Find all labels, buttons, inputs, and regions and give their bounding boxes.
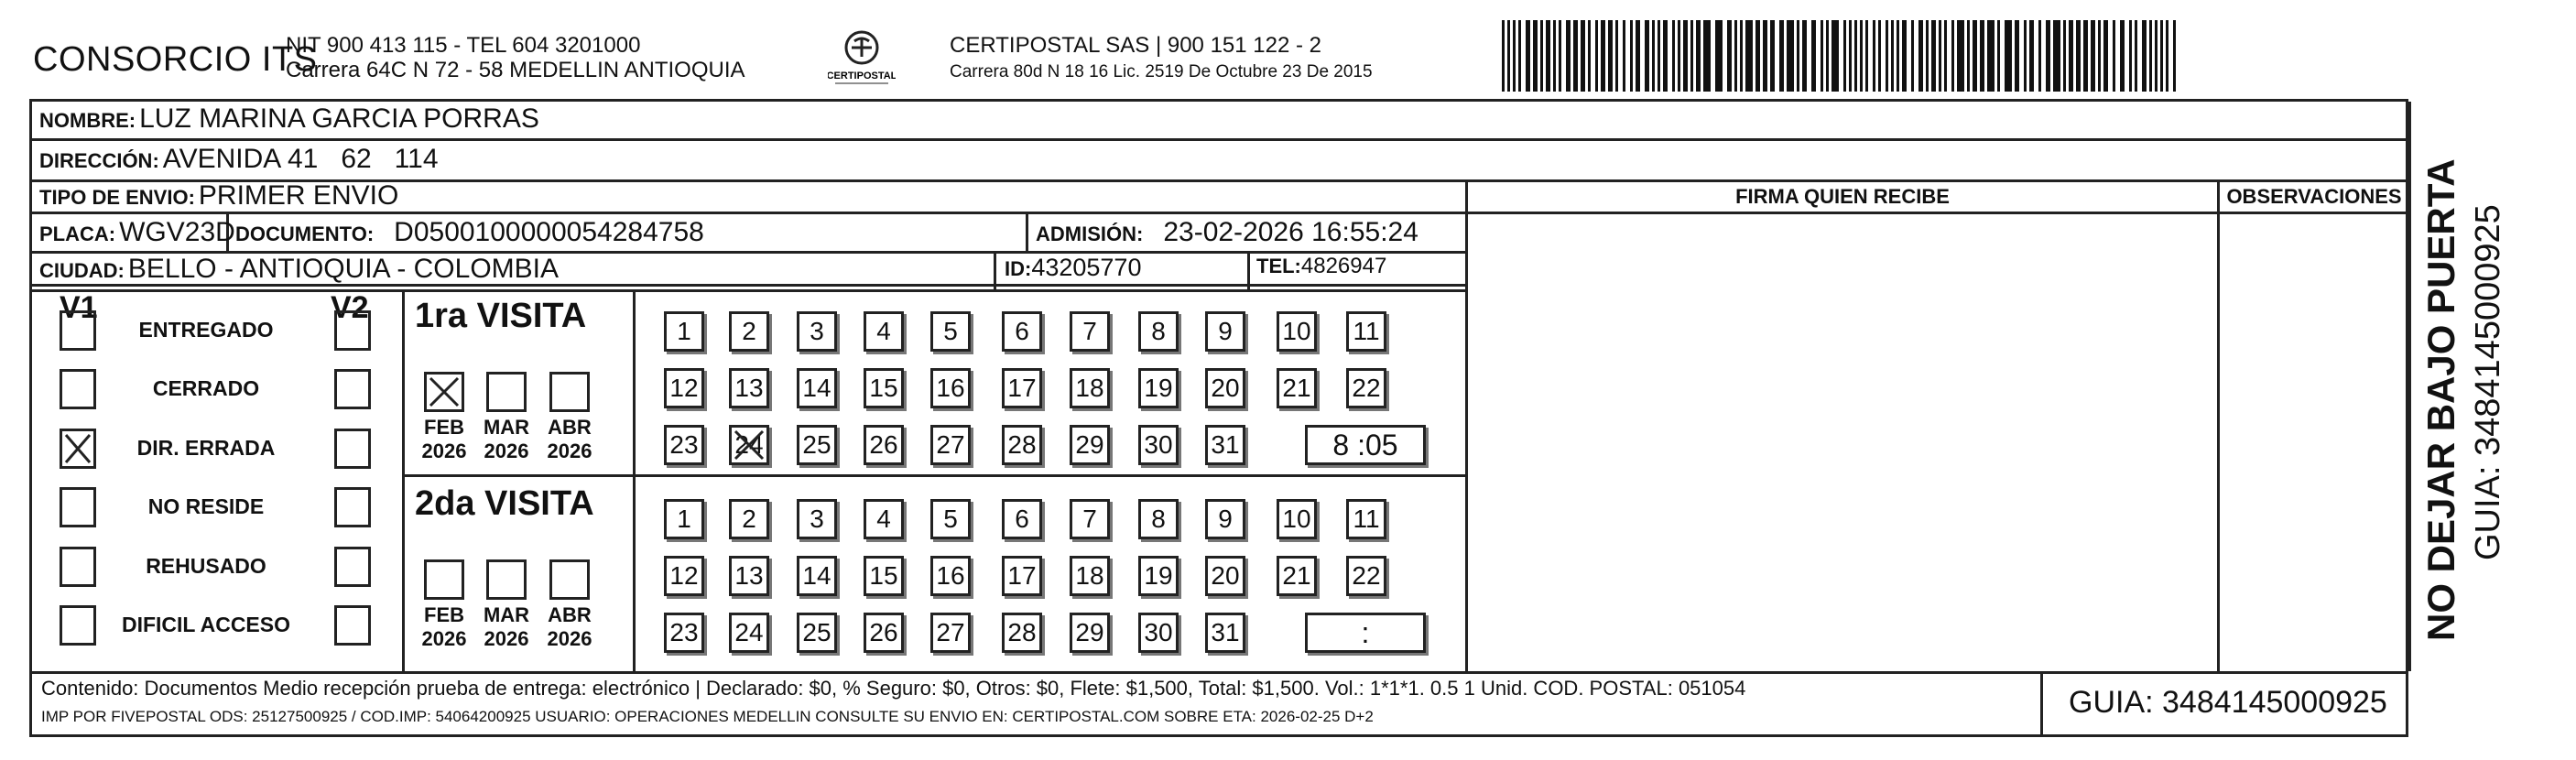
day-box[interactable]: 8 bbox=[1138, 499, 1179, 539]
day-box[interactable]: 3 bbox=[797, 311, 837, 352]
tipo-envio-field bbox=[39, 180, 398, 212]
no-dejar-bajo-puerta: NO DEJAR BAJO PUERTA bbox=[2419, 158, 2462, 641]
guia-number: GUIA: 3484145000925 bbox=[2069, 685, 2387, 720]
day-box[interactable]: 6 bbox=[1002, 311, 1042, 352]
logo-text: CERTIPOSTAL bbox=[828, 71, 896, 81]
observaciones-header: OBSERVACIONES bbox=[2226, 185, 2402, 208]
day-box[interactable]: 24 bbox=[729, 425, 769, 465]
day-box[interactable]: 14 bbox=[797, 556, 837, 596]
day-box[interactable]: 5 bbox=[930, 499, 971, 539]
v2-checkbox[interactable] bbox=[334, 547, 371, 587]
day-box[interactable]: 30 bbox=[1138, 425, 1179, 465]
tipo-envio-value: PRIMER ENVIO bbox=[198, 180, 399, 211]
day-box[interactable]: 18 bbox=[1070, 556, 1110, 596]
side-guia: GUIA: 3484145000925 bbox=[2469, 204, 2507, 560]
day-box[interactable]: 30 bbox=[1138, 613, 1179, 653]
divider bbox=[2217, 179, 2220, 671]
day-box[interactable]: 21 bbox=[1277, 556, 1317, 596]
documento-value: D0500100000054284758 bbox=[394, 217, 704, 247]
day-box[interactable]: 27 bbox=[930, 613, 971, 653]
month-label: MAR 2026 bbox=[483, 603, 530, 650]
documento-label: DOCUMENTO: bbox=[235, 223, 375, 245]
day-box[interactable]: 12 bbox=[664, 368, 704, 408]
month-checkbox[interactable] bbox=[486, 372, 527, 412]
footer-content-line: Contenido: Documentos Medio recepción prueba de entrega: electrónico | Declarado: $0, % Seguro: $0, Otros: $0, Flete: $1,500, Total: $1,500. Vol.: 1*1*1. 0.5 1 Unid. COD. POSTAL: 051054 bbox=[41, 677, 1746, 700]
certipostal-info bbox=[950, 33, 1373, 82]
month-checkbox[interactable] bbox=[486, 559, 527, 600]
nit-line: NIT 900 413 115 - TEL 604 3201000 bbox=[286, 33, 641, 58]
direccion-field bbox=[39, 144, 439, 175]
divider bbox=[1247, 251, 1250, 289]
day-box[interactable]: 27 bbox=[930, 425, 971, 465]
ciudad-field bbox=[39, 254, 559, 285]
month-label: MAR 2026 bbox=[483, 416, 530, 462]
certipostal-line1: CERTIPOSTAL SAS | 900 151 122 - 2 bbox=[950, 33, 1321, 58]
company-info bbox=[286, 33, 745, 82]
ciudad-label: CIUDAD: bbox=[39, 259, 125, 282]
day-box[interactable]: 2 bbox=[729, 499, 769, 539]
day-box[interactable]: 12 bbox=[664, 556, 704, 596]
day-box[interactable]: 28 bbox=[1002, 613, 1042, 653]
month-label: FEB 2026 bbox=[421, 603, 467, 650]
day-box[interactable]: 26 bbox=[864, 613, 904, 653]
time-box[interactable]: 8 :05 bbox=[1305, 425, 1426, 465]
day-box[interactable]: 11 bbox=[1346, 311, 1386, 352]
day-box[interactable]: 21 bbox=[1277, 368, 1317, 408]
documento-field bbox=[235, 217, 704, 248]
divider bbox=[1026, 212, 1028, 251]
day-box[interactable]: 16 bbox=[930, 368, 971, 408]
day-box[interactable]: 31 bbox=[1205, 425, 1245, 465]
admision-field bbox=[1036, 217, 1418, 248]
tel-field bbox=[1256, 254, 1386, 279]
id-field bbox=[1005, 254, 1141, 282]
divider bbox=[633, 289, 636, 671]
firma-header: FIRMA QUIEN RECIBE bbox=[1735, 185, 1950, 208]
v2-checkbox[interactable] bbox=[334, 310, 371, 351]
direccion-label: DIRECCIÓN: bbox=[39, 149, 159, 172]
day-box[interactable]: 20 bbox=[1205, 556, 1245, 596]
day-box[interactable]: 13 bbox=[729, 368, 769, 408]
day-box[interactable]: 17 bbox=[1002, 368, 1042, 408]
day-box[interactable]: 7 bbox=[1070, 311, 1110, 352]
divider bbox=[32, 212, 2408, 214]
day-box[interactable]: 3 bbox=[797, 499, 837, 539]
day-box[interactable]: 31 bbox=[1205, 613, 1245, 653]
admision-label: ADMISIÓN: bbox=[1036, 223, 1144, 245]
divider bbox=[1465, 179, 1468, 671]
day-box[interactable]: 22 bbox=[1346, 556, 1386, 596]
placa-field bbox=[39, 217, 235, 248]
day-box[interactable]: 14 bbox=[797, 368, 837, 408]
status-label: DIR. ERRADA bbox=[136, 436, 276, 460]
delivery-form-frame bbox=[29, 99, 2408, 737]
placa-value: WGV23D bbox=[119, 217, 235, 247]
divider bbox=[402, 289, 405, 671]
day-box[interactable]: 19 bbox=[1138, 556, 1179, 596]
day-box[interactable]: 11 bbox=[1346, 499, 1386, 539]
day-box[interactable]: 9 bbox=[1205, 499, 1245, 539]
day-box[interactable]: 17 bbox=[1002, 556, 1042, 596]
placa-label: PLACA: bbox=[39, 223, 116, 245]
nombre-field bbox=[39, 103, 539, 135]
day-box[interactable]: 9 bbox=[1205, 311, 1245, 352]
certipostal-logo bbox=[828, 26, 896, 90]
day-box[interactable]: 29 bbox=[1070, 613, 1110, 653]
day-box[interactable]: 4 bbox=[864, 499, 904, 539]
month-checkbox[interactable] bbox=[549, 559, 590, 600]
status-label: DIFICIL ACCESO bbox=[121, 613, 290, 636]
divider bbox=[2040, 671, 2043, 737]
tipo-envio-label: TIPO DE ENVIO: bbox=[39, 186, 195, 209]
barcode bbox=[1502, 20, 2179, 92]
v2-checkbox[interactable] bbox=[334, 605, 371, 646]
tel-value: 4826947 bbox=[1300, 254, 1387, 278]
status-label: ENTREGADO bbox=[138, 318, 274, 342]
day-box[interactable]: 1 bbox=[664, 499, 704, 539]
status-label: NO RESIDE bbox=[147, 494, 265, 518]
day-box[interactable]: 7 bbox=[1070, 499, 1110, 539]
day-box[interactable]: 28 bbox=[1002, 425, 1042, 465]
day-box[interactable]: 15 bbox=[864, 556, 904, 596]
direccion-value: AVENIDA 41 62 114 bbox=[162, 144, 439, 174]
divider bbox=[32, 138, 2408, 141]
day-box[interactable]: 15 bbox=[864, 368, 904, 408]
v1-header: V1 bbox=[60, 290, 98, 325]
divider bbox=[402, 474, 1466, 477]
v2-header: V2 bbox=[331, 290, 369, 325]
admision-value: 23-02-2026 16:55:24 bbox=[1163, 217, 1418, 247]
divider bbox=[2408, 102, 2411, 671]
day-box[interactable]: 26 bbox=[864, 425, 904, 465]
ciudad-value: BELLO - ANTIOQUIA - COLOMBIA bbox=[127, 254, 560, 284]
day-box[interactable]: 13 bbox=[729, 556, 769, 596]
day-box[interactable]: 16 bbox=[930, 556, 971, 596]
month-checkbox[interactable] bbox=[549, 372, 590, 412]
month-label: ABR 2026 bbox=[547, 416, 592, 462]
day-box[interactable]: 25 bbox=[797, 613, 837, 653]
day-box[interactable]: 29 bbox=[1070, 425, 1110, 465]
divider bbox=[2217, 212, 2408, 214]
nombre-label: NOMBRE: bbox=[39, 109, 136, 132]
month-checkbox[interactable] bbox=[424, 372, 464, 412]
nombre-value: LUZ MARINA GARCIA PORRAS bbox=[139, 103, 539, 134]
day-box[interactable]: 23 bbox=[664, 425, 704, 465]
divider bbox=[32, 289, 1465, 292]
day-box[interactable]: 5 bbox=[930, 311, 971, 352]
footer-imp-line: IMP POR FIVEPOSTAL ODS: 25127500925 / COD.IMP: 54064200925 USUARIO: OPERACIONES MEDELLIN CONSULTE SU ENVIO EN: CERTIPOSTAL.COM SOBRE ETA: 2026-02-25 D+2 bbox=[41, 708, 1374, 725]
divider bbox=[994, 251, 996, 289]
month-label: ABR 2026 bbox=[547, 603, 592, 650]
day-box[interactable]: 1 bbox=[664, 311, 704, 352]
v2-checkbox[interactable] bbox=[334, 369, 371, 409]
day-box[interactable]: 10 bbox=[1277, 311, 1317, 352]
day-box[interactable]: 20 bbox=[1205, 368, 1245, 408]
status-label: REHUSADO bbox=[146, 554, 266, 578]
v2-checkbox[interactable] bbox=[334, 429, 371, 469]
day-box[interactable]: 22 bbox=[1346, 368, 1386, 408]
day-box[interactable]: 6 bbox=[1002, 499, 1042, 539]
divider bbox=[32, 671, 2408, 674]
address-line: Carrera 64C N 72 - 58 MEDELLIN ANTIOQUIA bbox=[286, 58, 745, 82]
tel-label: TEL: bbox=[1256, 255, 1301, 277]
day-box[interactable]: 24 bbox=[729, 613, 769, 653]
id-value: 43205770 bbox=[1031, 254, 1142, 281]
day-box[interactable]: 4 bbox=[864, 311, 904, 352]
day-box[interactable]: 25 bbox=[797, 425, 837, 465]
day-box[interactable]: 23 bbox=[664, 613, 704, 653]
v2-checkbox[interactable] bbox=[334, 487, 371, 527]
day-box[interactable]: 19 bbox=[1138, 368, 1179, 408]
month-checkbox[interactable] bbox=[424, 559, 464, 600]
company-name: CONSORCIO ITS bbox=[33, 40, 318, 79]
time-box[interactable]: : bbox=[1305, 613, 1426, 653]
certipostal-line2: Carrera 80d N 18 16 Lic. 2519 De Octubre 23 De 2015 bbox=[950, 62, 1373, 81]
visit-title: 1ra VISITA bbox=[415, 297, 587, 335]
day-box[interactable]: 18 bbox=[1070, 368, 1110, 408]
id-label: ID: bbox=[1005, 257, 1032, 280]
day-box[interactable]: 2 bbox=[729, 311, 769, 352]
visit-title: 2da VISITA bbox=[415, 484, 594, 523]
day-box[interactable]: 10 bbox=[1277, 499, 1317, 539]
day-box[interactable]: 8 bbox=[1138, 311, 1179, 352]
month-label: FEB 2026 bbox=[421, 416, 467, 462]
status-label: CERRADO bbox=[152, 376, 260, 400]
